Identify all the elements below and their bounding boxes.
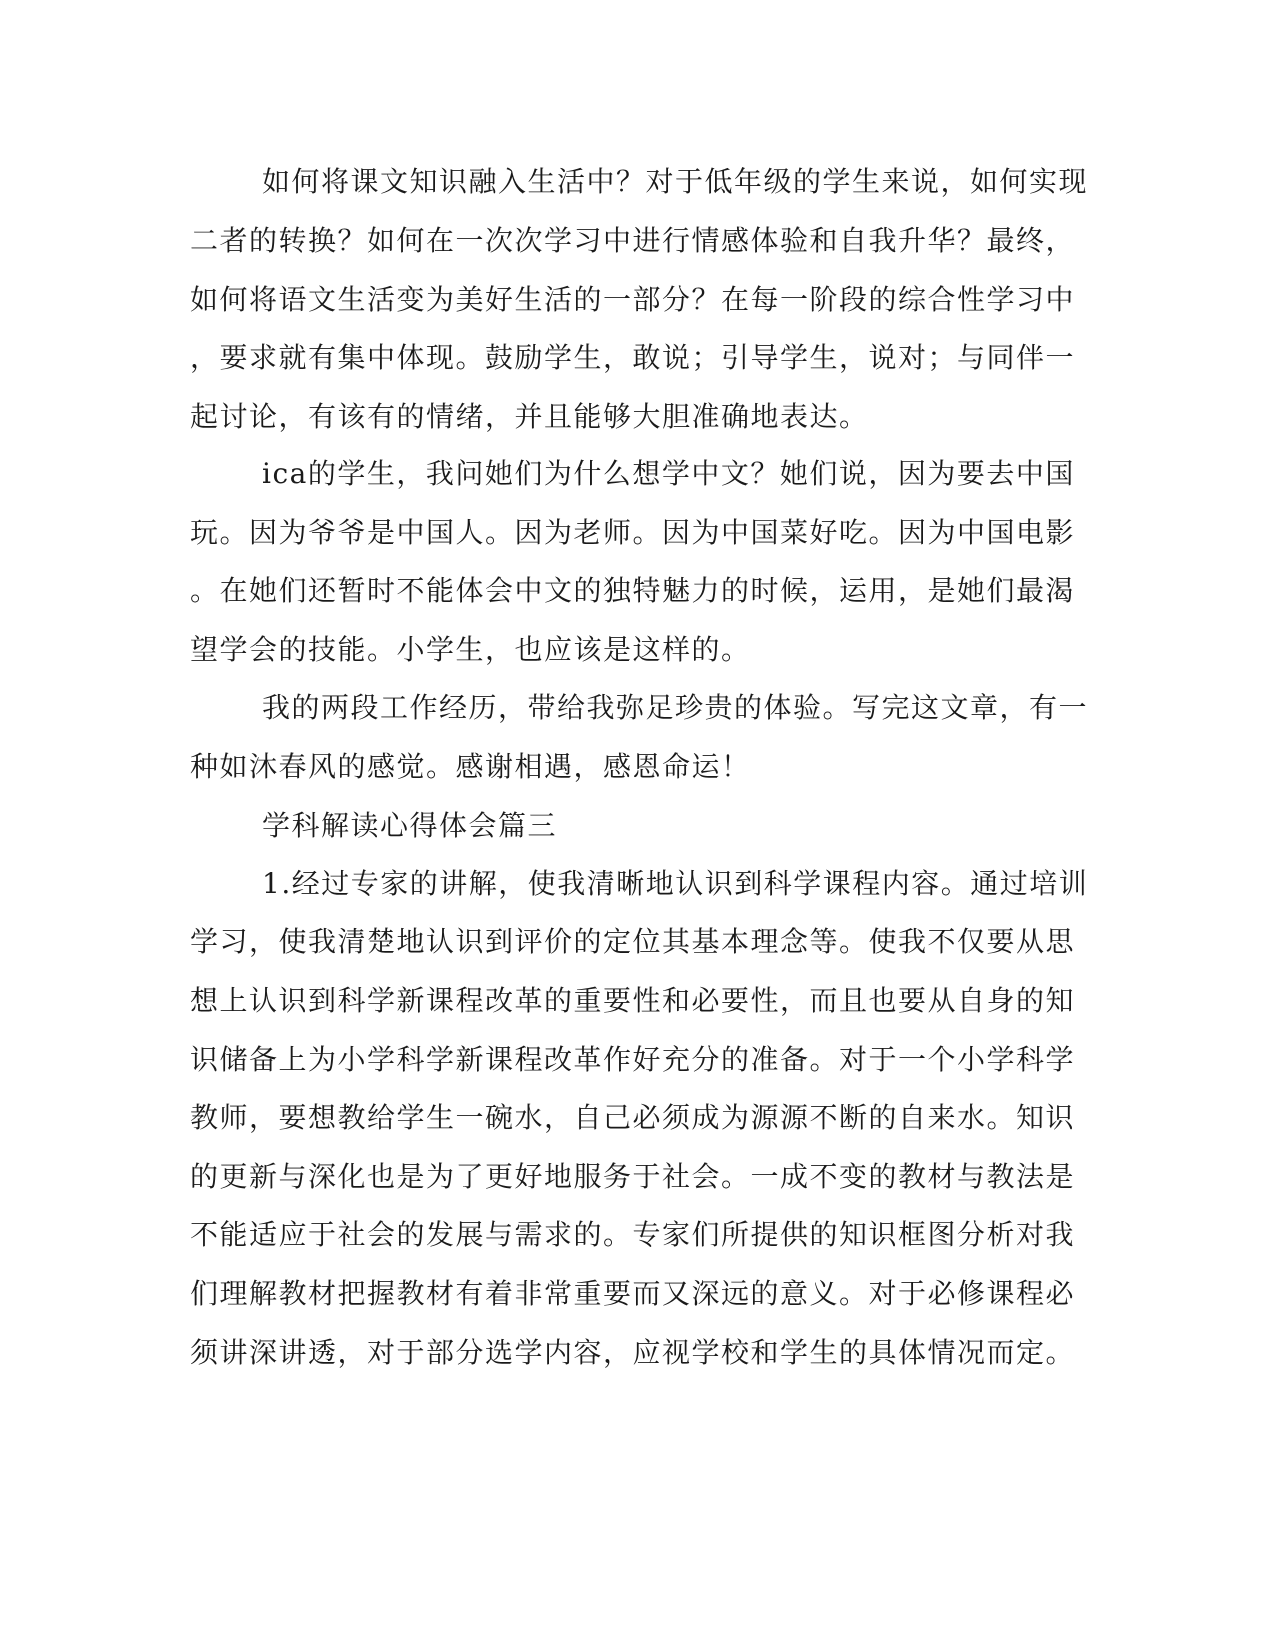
paragraph-2-line-4: 望学会的技能。小学生，也应该是这样的。 bbox=[190, 633, 751, 666]
paragraph-4-line-9: 须讲深讲透，对于部分选学内容，应视学校和学生的具体情况而定。 bbox=[190, 1336, 1076, 1369]
paragraph-2-line-1: ica的学生，我问她们为什么想学中文？她们说，因为要去中国 bbox=[262, 457, 1075, 490]
paragraph-1-line-5: 起讨论，有该有的情绪，并且能够大胆准确地表达。 bbox=[190, 400, 869, 433]
paragraph-4-line-1: 1.经过专家的讲解，使我清晰地认识到科学课程内容。通过培训 bbox=[262, 867, 1089, 900]
paragraph-4-line-7: 不能适应于社会的发展与需求的。专家们所提供的知识框图分析对我 bbox=[190, 1218, 1076, 1251]
paragraph-3-line-2: 种如沐春风的感觉。感谢相遇，感恩命运！ bbox=[190, 750, 751, 783]
paragraph-4-line-8: 们理解教材把握教材有着非常重要而又深远的意义。对于必修课程必 bbox=[190, 1277, 1076, 1310]
paragraph-2-line-3: 。在她们还暂时不能体会中文的独特魅力的时候，运用，是她们最渴 bbox=[190, 574, 1076, 607]
paragraph-4-line-2: 学习，使我清楚地认识到评价的定位其基本理念等。使我不仅要从思 bbox=[190, 925, 1076, 958]
paragraph-4-line-5: 教师，要想教给学生一碗水，自己必须成为源源不断的自来水。知识 bbox=[190, 1101, 1076, 1134]
section-heading: 学科解读心得体会篇三 bbox=[262, 809, 558, 842]
paragraph-4-line-4: 识储备上为小学科学新课程改革作好充分的准备。对于一个小学科学 bbox=[190, 1043, 1076, 1076]
paragraph-1-line-4: ，要求就有集中体现。鼓励学生，敢说；引导学生，说对；与同伴一 bbox=[190, 341, 1076, 374]
paragraph-4-line-3: 想上认识到科学新课程改革的重要性和必要性，而且也要从自身的知 bbox=[190, 984, 1076, 1017]
paragraph-3-line-1: 我的两段工作经历，带给我弥足珍贵的体验。写完这文章，有一 bbox=[262, 691, 1089, 724]
paragraph-1-line-1: 如何将课文知识融入生活中？对于低年级的学生来说，如何实现 bbox=[262, 165, 1089, 198]
paragraph-1-line-2: 二者的转换？如何在一次次学习中进行情感体验和自我升华？最终， bbox=[190, 224, 1076, 257]
paragraph-4-line-6: 的更新与深化也是为了更好地服务于社会。一成不变的教材与教法是 bbox=[190, 1160, 1076, 1193]
paragraph-1-line-3: 如何将语文生活变为美好生活的一部分？在每一阶段的综合性学习中 bbox=[190, 283, 1076, 316]
paragraph-2-line-2: 玩。因为爷爷是中国人。因为老师。因为中国菜好吃。因为中国电影 bbox=[190, 516, 1076, 549]
